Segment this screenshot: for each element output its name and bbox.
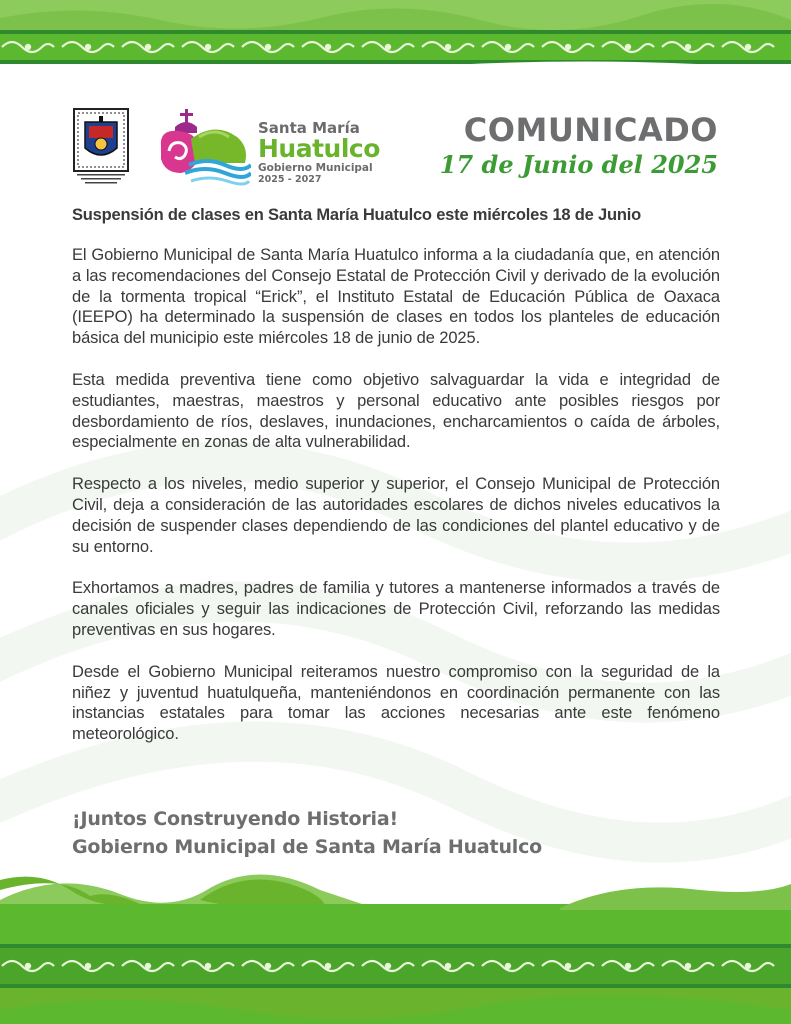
paragraph-2: Esta medida preventiva tiene como objetivo salvaguardar la vida e integridad de estudiantes, maestras, maestros y personal educativo ante posibles riesgos por desbordamiento de ríos, deslaves, inundaciones, encharcamientos o caída de árboles, especialmente en zonas de alta vulnerabilidad. <box>72 370 720 452</box>
paragraph-4: Exhortamos a madres, padres de familia y tutores a mantenerse informados a través de canales oficiales y seguir las indicaciones de Protección Civil, reforzando las medidas preventivas en sus hogares. <box>72 579 720 639</box>
municipal-seal-icon <box>73 108 129 186</box>
logo-line-4: 2025 - 2027 <box>258 174 322 185</box>
huatulco-logo-icon <box>155 107 251 189</box>
closing-government: Gobierno Municipal de Santa María Huatulco <box>72 836 542 858</box>
closing-signature <box>72 805 542 861</box>
document-heading <box>440 112 718 180</box>
document-body <box>72 206 720 766</box>
paragraph-3: Respecto a los niveles, medio superior y superior, el Consejo Municipal de Protección Civil, deja a consideración de las autoridades escolares de dichos niveles educativos la decisión de suspender clases dependiendo de las condiciones del plantel educativo y de su entorno. <box>72 475 720 556</box>
huatulco-logo-text <box>258 120 398 185</box>
document-date: 17 de Junio del 2025 <box>439 150 718 179</box>
footer-decorative-band <box>0 860 791 1024</box>
logo-line-3: Gobierno Municipal <box>258 162 373 174</box>
logo-line-1: Santa María <box>258 119 360 137</box>
logo-line-2: Huatulco <box>258 134 380 163</box>
document-subject: Suspensión de clases en Santa María Huatulco este miércoles 18 de Junio <box>72 206 642 224</box>
header-decorative-band <box>0 0 791 80</box>
document-title: COMUNICADO <box>463 111 718 149</box>
paragraph-1: El Gobierno Municipal de Santa María Huatulco informa a la ciudadanía que, en atención a las recomendaciones del Consejo Estatal de Protección Civil y derivado de la evolución de la tormenta tropical “Erick”, el Instituto Estatal de Educación Pública de Oaxaca (IEEPO) ha determinado la suspensión de clases en todos los planteles de educación básica del municipio este miércoles 18 de junio de 2025. <box>72 246 720 348</box>
paragraph-5: Desde el Gobierno Municipal reiteramos nuestro compromiso con la seguridad de la niñez y juventud huatulqueña, manteniéndonos en coordinación permanente con las instancias estatales para tomar las acciones necesarias ante este fenómeno meteorológico. <box>72 662 720 744</box>
closing-slogan: ¡Juntos Construyendo Historia! <box>72 808 398 830</box>
